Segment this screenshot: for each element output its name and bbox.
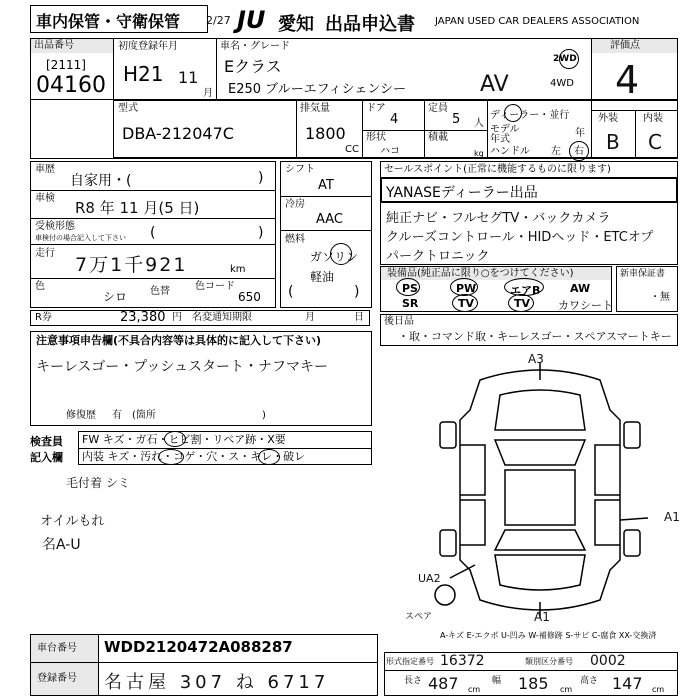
recycle-value: 23,380 (120, 310, 166, 325)
color-code-label: 色コード (195, 281, 235, 292)
shift-label: シフト (285, 164, 315, 175)
width-label: 幅 (492, 676, 502, 686)
model-label: 車名・グレード (220, 41, 290, 52)
car-name: Eクラス (224, 57, 282, 76)
lot-number: 04160 (36, 73, 106, 98)
handle-right: 右 (574, 146, 584, 157)
recycle-label: R券 (35, 312, 52, 323)
ac-label: 冷房 (285, 199, 305, 210)
int-circle-1 (158, 449, 184, 465)
doors-label: ドア (366, 103, 386, 114)
inspector-hand1: 毛付着 シミ (66, 476, 130, 490)
fuel-gas-circle (330, 243, 352, 265)
reg-label: 登録番号 (31, 663, 98, 695)
length-value: 487 (428, 674, 459, 693)
month-unit: 月 (203, 88, 213, 99)
selling-line3: パークトロニック (386, 249, 490, 264)
color-label: 色 (35, 281, 45, 292)
equip-airbag: エアB (510, 284, 541, 297)
displacement-value: 1800 (305, 124, 346, 143)
length-unit: cm (468, 685, 481, 694)
mileage-label: 走行 (35, 248, 55, 259)
mileage-value: 7万1千921 (75, 254, 188, 276)
grade-handwritten: AV (480, 72, 509, 97)
tv1-circle (452, 294, 478, 312)
shape-label: 形状 (366, 132, 386, 143)
receive-open: ( (150, 225, 156, 241)
fuel-open: ( (288, 284, 294, 300)
equip-tv2: TV (514, 297, 531, 310)
inspector-label2: 記入欄 (30, 451, 63, 464)
displacement-unit: CC (345, 144, 359, 155)
exterior-grade: B (606, 130, 620, 154)
ju-logo: JU (237, 6, 266, 34)
warranty-value: ・無 (650, 292, 670, 303)
equipment-label: 装備品(純正品に限り○をつけてください) (381, 267, 611, 280)
reg-value: 名古屋 307 ね 6717 (104, 672, 330, 693)
org-name: 愛知 (278, 14, 314, 35)
type-value: DBA-212047C (122, 124, 234, 143)
damage-legend: A-キズ E-エクボ U-凹み W-補修跡 S-サビ C-腐食 XX-交換済 (440, 631, 657, 640)
inspector-hand3: 名A-U (42, 537, 81, 553)
category-value: 0002 (590, 653, 626, 669)
repair-close: ) (262, 410, 266, 421)
tv2-circle (508, 294, 534, 312)
spec-value: 16372 (440, 653, 485, 669)
equip-pw: PW (456, 282, 477, 295)
interior-grade: C (648, 130, 662, 154)
year-unit: 年 (575, 128, 585, 139)
selling-line2: クルーズコントロール・HIDヘッド・ETCオプ (386, 230, 654, 245)
capacity-unit: 人 (474, 118, 484, 129)
repair-label: 修復歴 (66, 410, 96, 421)
score-value: 4 (615, 58, 640, 102)
model-year-label2: 年式 (490, 134, 510, 145)
shift-value: AT (318, 178, 334, 193)
lot-bracket: [2111] (46, 58, 86, 72)
equip-tv1: TV (458, 297, 475, 310)
warranty-label: 新車保証書 (620, 269, 666, 279)
name-change-label: 名変通知期限 (192, 312, 252, 323)
fuel-label: 燃料 (285, 234, 305, 245)
ac-value: AAC (316, 212, 343, 227)
color-value: シロ (103, 290, 128, 304)
first-reg-year: H21 (123, 62, 164, 86)
accessories-label: 後日品 (384, 316, 414, 327)
equip-aw: AW (570, 282, 591, 295)
category-label: 類別区分番号 (525, 657, 573, 666)
fuel-gas: ガソリン (310, 250, 359, 264)
selling-line1: 純正ナビ・フルセグTV・バックカメラ (386, 211, 611, 226)
chassis-label: 車台番号 (31, 635, 98, 662)
fuel-diesel: 軽油 (310, 270, 335, 284)
displacement-label: 排気量 (300, 103, 330, 114)
inspector-label1: 検査員 (30, 435, 63, 448)
diagram-tag-bottom: A1 (534, 610, 550, 624)
drive-2wd-circle (559, 49, 579, 69)
receive-label: 受検形態 (35, 221, 75, 232)
length-label: 長さ (404, 676, 423, 686)
score-label: 評価点 (592, 39, 677, 53)
mileage-unit: km (230, 264, 246, 275)
capacity-value: 5 (452, 112, 461, 127)
equip-sr: SR (402, 297, 419, 310)
dealer-label: ディーラー・並行 (490, 110, 570, 121)
color-change-label: 色替 (150, 286, 170, 297)
accessories-value: ・取・コマンド取・キーレスゴー・スペアスマートキー (398, 330, 672, 343)
grade: E250 ブルーエフィシェンシー (228, 82, 407, 97)
drive-2wd: 2WD (553, 54, 577, 64)
width-value: 185 (518, 674, 549, 693)
int-circle-2 (258, 449, 280, 465)
diagram-tag-top: A3 (528, 352, 544, 366)
model-year-label: モデル (490, 124, 520, 135)
handle-label: ハンドル (490, 146, 530, 157)
inspector-hand2: オイルもれ (40, 514, 105, 529)
spec-label: 形式指定番号 (386, 657, 434, 666)
shape-value: ハコ (380, 146, 400, 157)
fw-line: FW キズ・ガ石・ヒビ割・リペア跡・X要 (82, 433, 286, 446)
notes-label: 注意事項申告欄(不具合内容等は具体的に記入して下さい) (36, 334, 322, 347)
type-label: 型式 (118, 103, 138, 114)
chassis-value: WDD2120472A088287 (104, 638, 293, 656)
first-reg-month: 11 (178, 68, 199, 87)
storage-type: 車内保管・守衛保管 (36, 12, 181, 31)
inspection-value: R8 年 11 月(5 日) (75, 199, 200, 217)
handle-left: 左 (551, 146, 561, 157)
history-value: 自家用・( (70, 173, 132, 189)
notes-handwritten: キーレスゴー・プッシュスタート・ナフマキー (36, 359, 329, 375)
history-close: ) (258, 170, 264, 186)
interior-label: 内装 (643, 113, 663, 124)
doors-value: 4 (390, 112, 399, 127)
diagram-tag-left: UA2 (418, 572, 441, 585)
fw-circle (164, 431, 186, 447)
capacity-label: 定員 (428, 103, 448, 114)
form-title: 出品申込書 (325, 14, 415, 35)
name-change-day: 日 (354, 312, 364, 323)
recycle-unit: 円 (172, 312, 182, 323)
ps-circle (396, 278, 420, 296)
storage-note: 2/27 (206, 14, 231, 27)
inspection-label: 車検 (35, 193, 55, 204)
color-code-value: 650 (238, 290, 261, 304)
equip-ps: PS (402, 282, 418, 295)
height-label: 高さ (580, 676, 599, 686)
lot-number-label: 出品番号 (31, 39, 113, 53)
height-value: 147 (612, 674, 643, 693)
name-change-unit: 月 (305, 312, 315, 323)
spare-label: スペア (405, 612, 433, 622)
int-line: 内装 キズ・汚れ・コゲ・穴・ス・キレ・破レ (82, 450, 306, 463)
diagram-tag-right: A1 (664, 510, 680, 524)
exterior-label: 外装 (598, 113, 618, 124)
load-label: 積載 (428, 132, 448, 143)
receive-note: 車検付の場合記入して下さい (35, 234, 126, 242)
width-unit: cm (560, 685, 573, 694)
load-unit: kg (474, 149, 484, 158)
car-diagram (420, 350, 660, 630)
repair-place: (箇所 (132, 410, 156, 421)
drive-4wd: 4WD (550, 78, 574, 89)
handle-circle (569, 141, 589, 161)
equip-seat: カワシート (558, 299, 613, 312)
dealer-circle (504, 104, 522, 122)
dealer-line: YANASEディーラー出品 (386, 185, 538, 201)
first-reg-label: 初度登録年月 (118, 41, 178, 52)
repair-value: 有 (112, 410, 122, 421)
selling-label: セールスポイント(正常に機能するものに限ります) (384, 164, 611, 175)
association-name: JAPAN USED CAR DEALERS ASSOCIATION (435, 16, 640, 27)
height-unit: cm (652, 685, 665, 694)
receive-close: ) (258, 225, 264, 241)
fuel-close: ) (354, 284, 360, 300)
history-label: 車歴 (35, 164, 55, 175)
